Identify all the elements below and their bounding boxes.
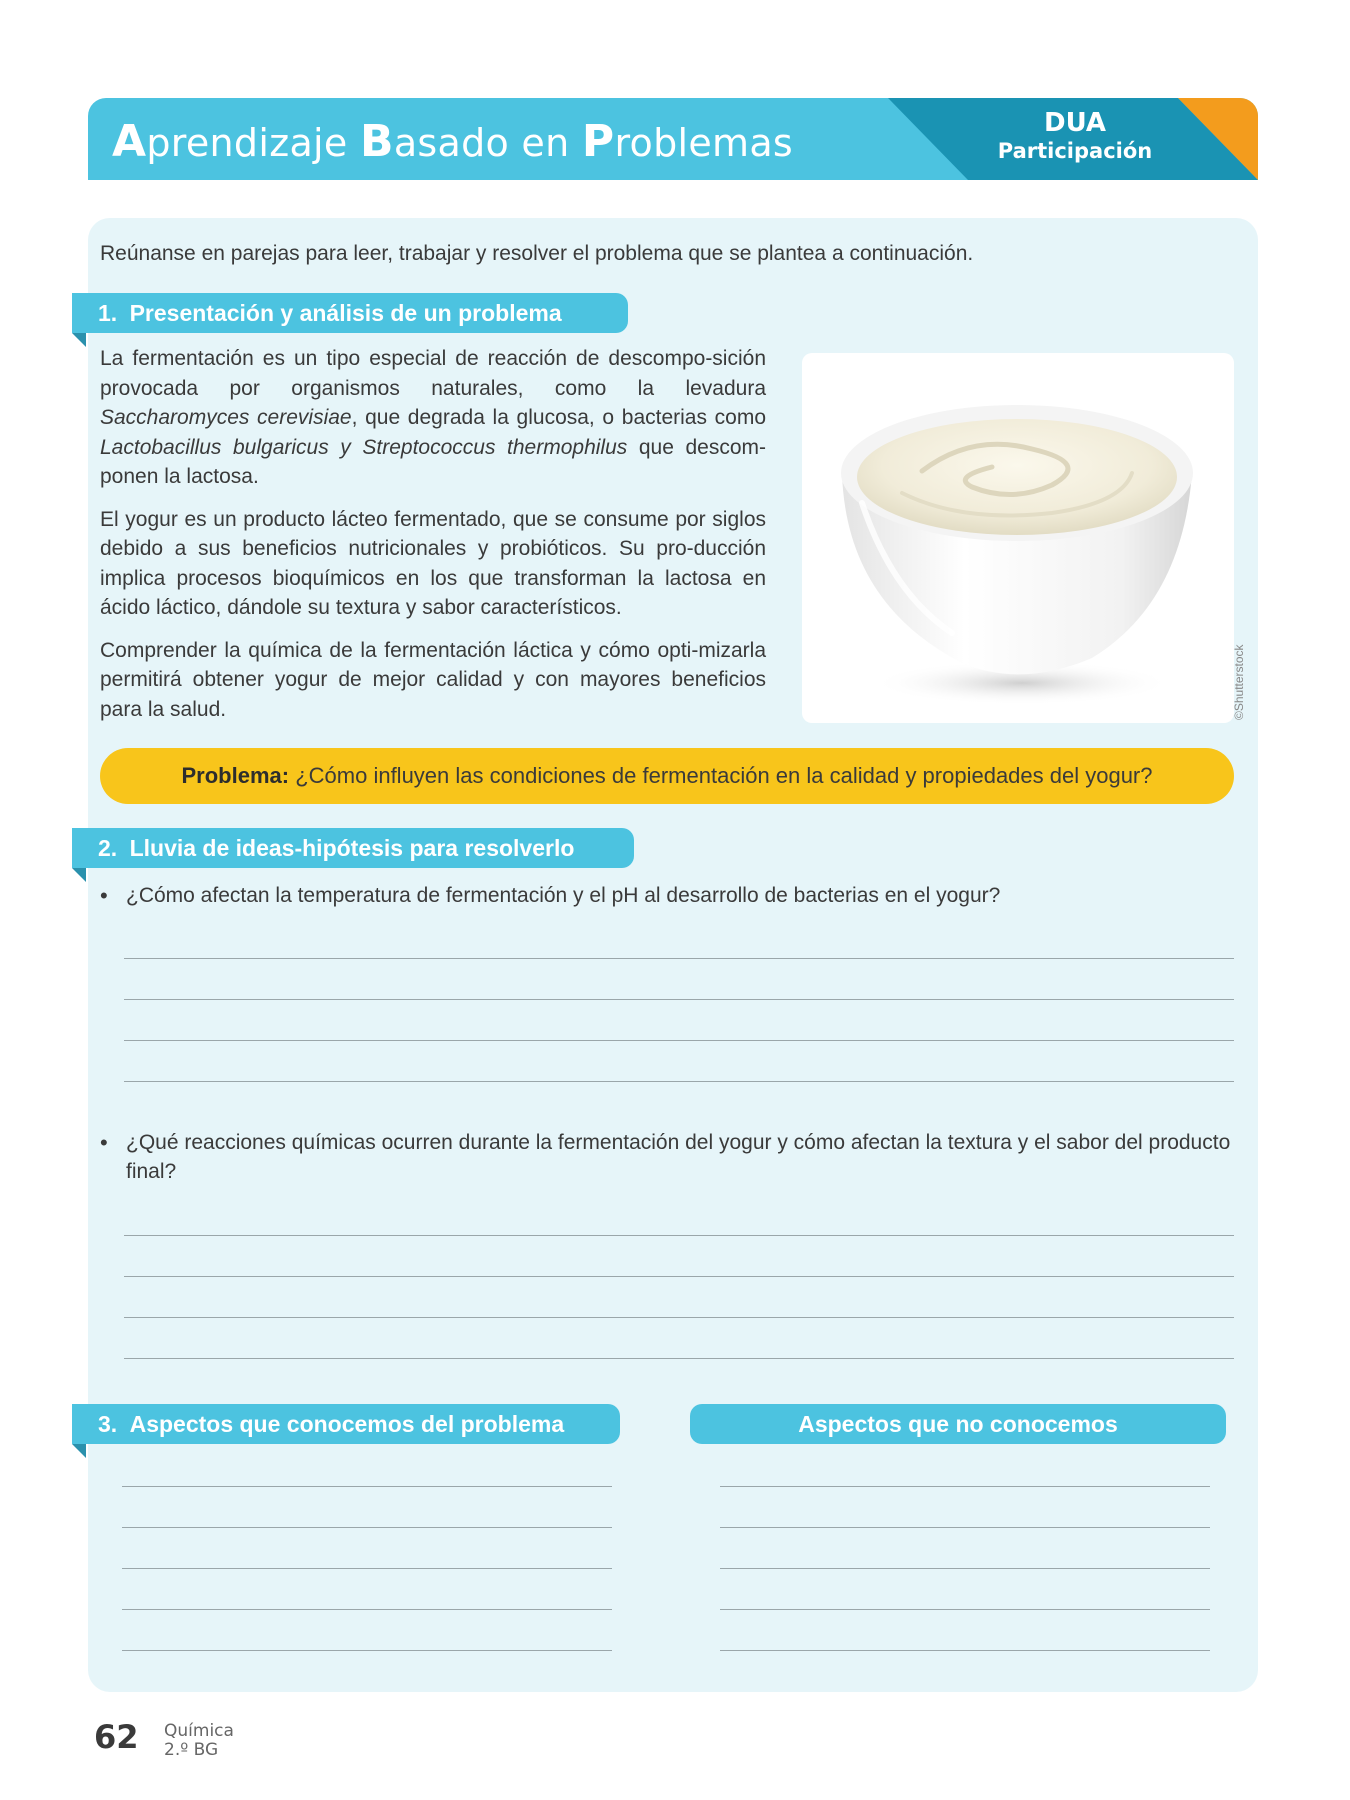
answer-line[interactable] — [124, 1235, 1234, 1236]
unknown-aspects-line[interactable] — [720, 1650, 1210, 1651]
dua-badge — [910, 108, 1240, 164]
subject-name: Química — [164, 1721, 234, 1741]
paragraph-3: Comprender la química de la fermentación láctica y cómo opti-mizarla permitirá obtener yogur de mejor calidad y con mayores beneficios para la salud. — [100, 638, 766, 721]
answer-line[interactable] — [124, 1081, 1234, 1082]
known-aspects-line[interactable] — [122, 1650, 612, 1651]
answer-line[interactable] — [124, 1317, 1234, 1318]
section-2-header — [72, 828, 634, 868]
known-aspects-line[interactable] — [122, 1527, 612, 1528]
unknown-aspects-line[interactable] — [720, 1609, 1210, 1610]
section-2-title: Lluvia de ideas-hipótesis para resolverlo — [129, 835, 575, 861]
paragraph-2: El yogur es un producto lácteo fermentado, que se consume por siglos debido a sus beneficios nutricionales y probióticos. Su pro-ducción implica procesos bioquímicos en los que transforman la lactosa en ácido láctico, dándole su textura y sabor característicos. — [100, 507, 766, 619]
unknown-aspects-line[interactable] — [720, 1486, 1210, 1487]
problem-statement — [100, 748, 1234, 804]
answer-line[interactable] — [124, 958, 1234, 959]
grade-label: 2.º BG — [164, 1740, 219, 1760]
tab-fold — [72, 333, 86, 347]
bullet-icon: • — [100, 883, 108, 908]
section-1-body — [100, 344, 766, 737]
section-2-number: 2. — [98, 835, 118, 861]
dua-subtitle: Participación — [997, 139, 1153, 163]
question-2 — [100, 1128, 1234, 1186]
yogurt-bowl-image — [802, 353, 1234, 723]
question-1 — [100, 881, 1234, 910]
image-credit: ©Shutterstock — [1232, 644, 1246, 720]
tab-fold — [72, 1444, 86, 1458]
section-3-header — [72, 1404, 620, 1444]
tab-fold — [72, 868, 86, 882]
bullet-icon: • — [100, 1130, 108, 1155]
header-banner — [88, 98, 1258, 180]
answer-line[interactable] — [124, 1358, 1234, 1359]
section-1-header — [72, 293, 628, 333]
page-title: Aprendizaje Basado en Problemas — [112, 116, 794, 167]
unknown-aspects-line[interactable] — [720, 1527, 1210, 1528]
answer-line[interactable] — [124, 1040, 1234, 1041]
unknown-aspects-title: Aspectos que no conocemos — [798, 1411, 1118, 1437]
unknown-aspects-line[interactable] — [720, 1568, 1210, 1569]
section-3-number: 3. — [98, 1411, 118, 1437]
known-aspects-line[interactable] — [122, 1609, 612, 1610]
footer-subject — [164, 1722, 234, 1760]
section-1-number: 1. — [98, 300, 118, 326]
problem-text: ¿Cómo influyen las condiciones de fermentación en la calidad y propiedades del yogur? — [289, 763, 1153, 788]
page-number: 62 — [94, 1718, 139, 1756]
paragraph-1: La fermentación es un tipo especial de reacción de descompo-sición provocada por organismos naturales, como la levadura Saccharomyces cerevisiae, que degrada la glucosa, o bacterias como Lactobacillus bulgaricus y Streptococcus thermophilus que descom-ponen la lactosa. — [100, 347, 767, 488]
unknown-aspects-header — [690, 1404, 1226, 1444]
known-aspects-line[interactable] — [122, 1486, 612, 1487]
section-1-title: Presentación y análisis de un problema — [129, 300, 562, 326]
answer-line[interactable] — [124, 999, 1234, 1000]
question-1-text: ¿Cómo afectan la temperatura de fermentación y el pH al desarrollo de bacterias en el yogur? — [126, 884, 1001, 907]
question-2-text: ¿Qué reacciones químicas ocurren durante la fermentación del yogur y cómo afectan la textura y el sabor del producto final? — [126, 1131, 1231, 1183]
known-aspects-line[interactable] — [122, 1568, 612, 1569]
intro-text: Reúnanse en parejas para leer, trabajar y resolver el problema que se plantea a continuación. — [100, 242, 974, 265]
section-3-title: Aspectos que conocemos del problema — [129, 1411, 565, 1437]
problem-label: Problema: — [181, 763, 290, 788]
answer-line[interactable] — [124, 1276, 1234, 1277]
dua-title: DUA — [1043, 108, 1107, 138]
